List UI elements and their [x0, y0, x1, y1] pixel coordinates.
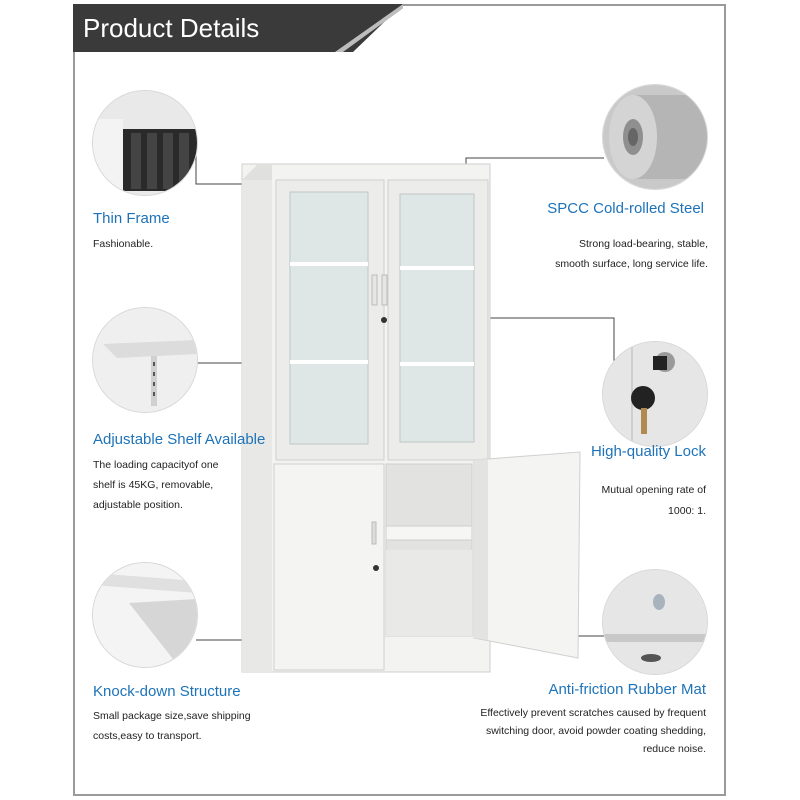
- cabinet-illustration: [238, 160, 588, 680]
- thin-frame-desc: Fashionable.: [93, 238, 154, 250]
- spcc-title: SPCC Cold-rolled Steel: [547, 200, 704, 217]
- adjustable-shelf-desc: The loading capacityof one shelf is 45KG, removable, adjustable position.: [93, 459, 219, 511]
- spcc-steel-photo: [603, 85, 707, 189]
- page-title: Product Details: [83, 13, 260, 43]
- lock-photo: [603, 342, 707, 446]
- rubber-mat-photo: [603, 570, 707, 674]
- knock-down-title: Knock-down Structure: [93, 683, 241, 700]
- knock-down-desc: Small package size,save shipping costs,easy to transport.: [93, 710, 251, 742]
- spcc-desc: Strong load-bearing, stable, smooth surface, long service life.: [555, 238, 708, 270]
- lock-desc: Mutual opening rate of 1000: 1.: [601, 484, 706, 517]
- lock-title: High-quality Lock: [590, 443, 706, 460]
- rubber-mat-desc: Effectively prevent scratches caused by frequent switching door, avoid powder coating shedding, reduce noise.: [480, 707, 706, 755]
- adjustable-shelf-photo: [93, 308, 197, 412]
- adjustable-shelf-title: Adjustable Shelf Available: [93, 431, 266, 448]
- knock-down-photo: [93, 563, 197, 667]
- thin-frame-photo: [93, 91, 197, 195]
- rubber-mat-title: Anti-friction Rubber Mat: [548, 681, 706, 698]
- thin-frame-title: Thin Frame: [93, 210, 170, 227]
